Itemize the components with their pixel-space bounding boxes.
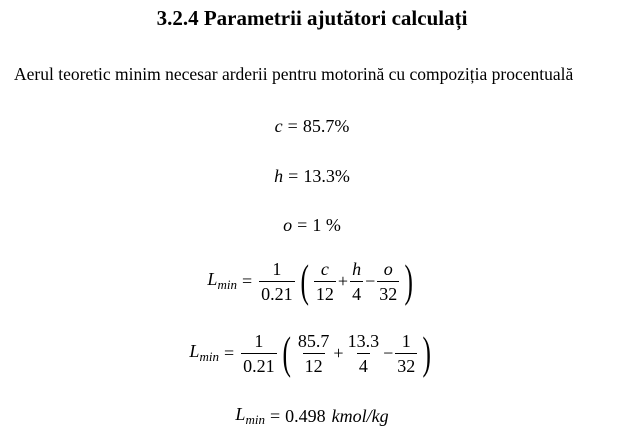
lmin-result <box>0 404 624 428</box>
equation-o <box>0 215 624 236</box>
var-c: c <box>274 116 283 136</box>
fraction-coefficient: $\frac{1}{0.21}$ <box>243 330 275 376</box>
fraction-c-value: $\frac{85.7}{12}$ <box>297 330 330 376</box>
intro-paragraph: Aerul teoretic minim necesar arderii pentru motorină cu compoziția procentuală <box>14 64 574 84</box>
var-o: o <box>283 215 293 235</box>
lmin-symbol: $L_{min}$ <box>207 269 237 292</box>
fraction-h-value: $\frac{13.3}{4}$ <box>347 330 380 376</box>
equals-sign: = <box>287 116 298 136</box>
left-paren: ( <box>282 327 291 378</box>
equals-sign: = <box>297 215 308 235</box>
equation-c <box>0 116 624 137</box>
fraction-h: $\frac{h}{4}$ <box>352 258 362 304</box>
result-value: 0.498 <box>285 405 326 426</box>
var-h: h <box>274 166 284 186</box>
lmin-substituted <box>0 327 624 378</box>
equals-sign: = <box>269 405 281 426</box>
fraction-coefficient: $\frac{1}{0.21}$ <box>261 258 293 304</box>
lmin-symbol: $L_{min}$ <box>235 404 265 427</box>
value-c: 85.7% <box>302 116 350 136</box>
equation-h <box>0 166 624 187</box>
lmin-symbol: $L_{min}$ <box>189 341 219 364</box>
minus-sign: − <box>383 342 394 363</box>
value-o: 1 % <box>312 215 341 235</box>
value-h: 13.3% <box>303 166 350 186</box>
equals-sign: = <box>288 166 299 186</box>
minus-sign: − <box>365 270 376 291</box>
result-unit: kmol/kg <box>331 405 389 426</box>
right-paren: ) <box>404 255 414 306</box>
left-paren: ( <box>300 255 309 306</box>
section-title: 3.2.4 Parametrii ajutători calculați <box>156 6 468 30</box>
right-paren: ) <box>422 327 432 378</box>
plus-sign: + <box>333 342 344 363</box>
plus-sign: + <box>337 270 349 291</box>
fraction-o: $\frac{o}{32}$ <box>379 258 398 304</box>
fraction-o-value: $\frac{1}{32}$ <box>397 330 416 376</box>
equals-sign: = <box>223 342 235 363</box>
lmin-formula <box>0 255 624 306</box>
fraction-c: $\frac{c}{12}$ <box>315 258 334 304</box>
equals-sign: = <box>241 270 253 291</box>
